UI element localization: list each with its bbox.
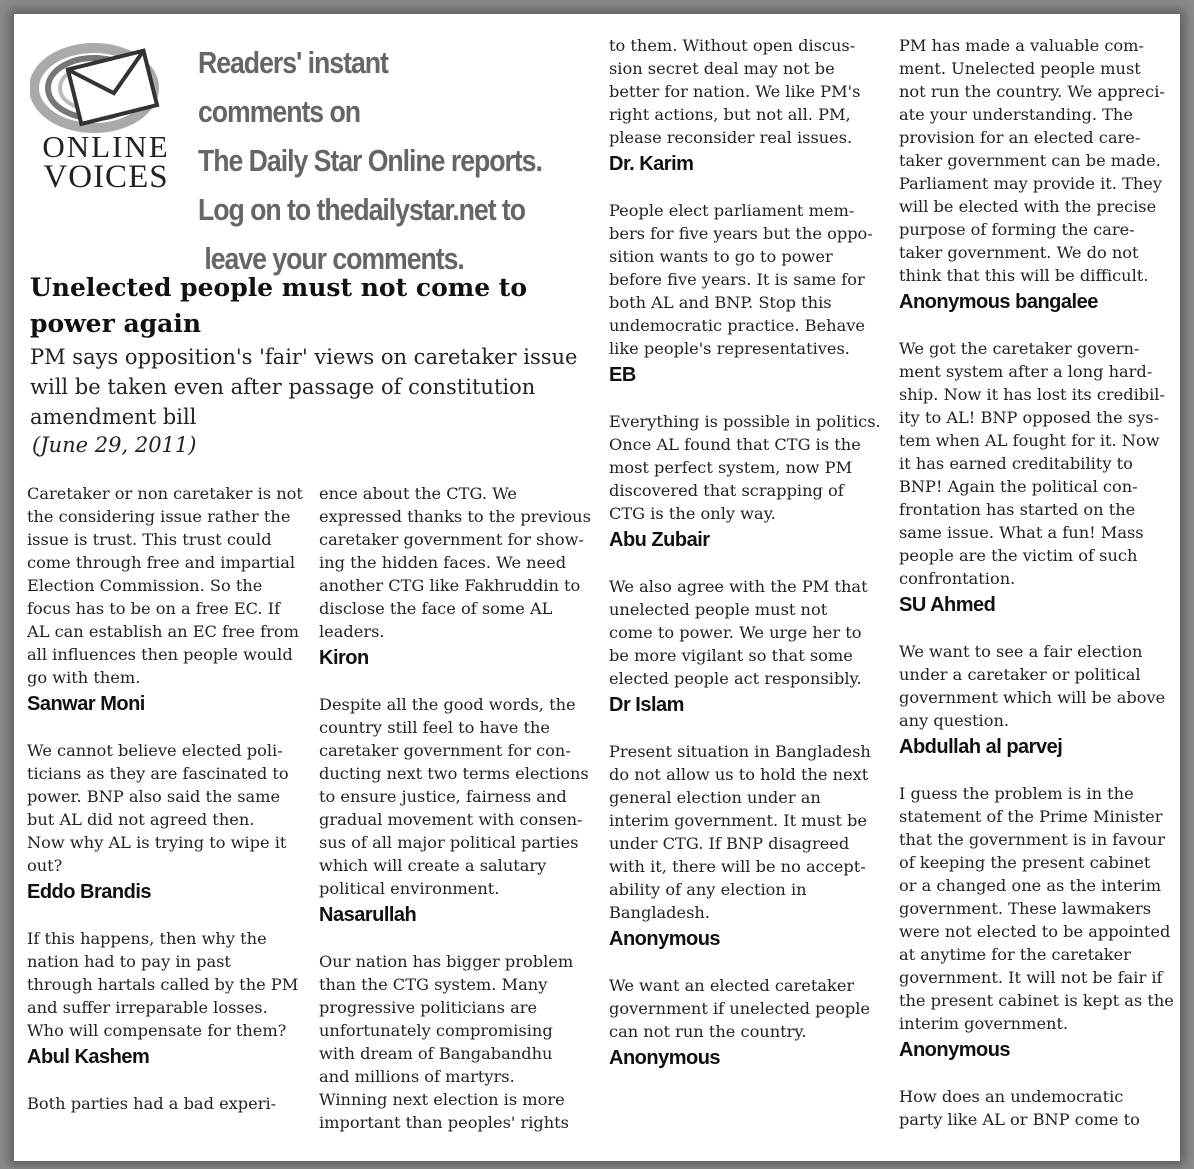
comment-block [319,482,599,673]
comment-line: caretaker government for con- [319,741,571,760]
comment-line: right actions, but not all. PM, [609,105,851,124]
commenter-name: Nasarullah [319,904,417,926]
comment-line: through hartals called by the PM [27,975,299,994]
comment-line: bers for five years but the oppo- [609,224,873,243]
comment-line: it has earned creditability to [899,454,1133,473]
comment-line: ment system after a long hard- [899,362,1153,381]
article-date: (June 29, 2011) [32,433,197,457]
comment-line: think that this will be difficult. [899,266,1149,285]
comment-line: discovered that scrapping of [609,481,844,500]
comment-line: confrontation. [899,569,1016,588]
comment-line: ducting next two terms elections [319,764,589,783]
comment-line: focus has to be on a free EC. If [27,599,281,618]
comment-line: Both parties had a bad experi- [27,1094,277,1113]
commenter-name: Abul Kashem [27,1046,150,1068]
commenter-name: Anonymous [609,928,721,950]
comment-line: do not allow us to hold the next [609,765,869,784]
comment-line: under CTG. If BNP disagreed [609,834,850,853]
comment-line: government. These lawmakers [899,899,1152,918]
comment-block [609,740,891,954]
comment-line: PM has made a valuable com- [899,36,1144,55]
comment-block [609,199,891,390]
comment-column-3 [609,34,891,1093]
comment-column-2 [319,482,599,1134]
commenter-name: Dr Islam [609,694,684,716]
comment-line: Election Commission. So the [27,576,263,595]
comment-block [27,739,307,907]
comment-block [27,1092,307,1115]
comment-line: government which will be above [899,688,1166,707]
comment-line: interim government. [899,1014,1069,1033]
comment-column-4 [899,34,1180,1131]
comment-line: ity to AL! BNP opposed the sys- [899,408,1160,427]
comment-line: frontation has started on the [899,500,1136,519]
comment-line: come through free and impartial [27,553,296,572]
comment-line: Winning next election is more [319,1090,565,1109]
comment-line: the considering issue rather the [27,507,291,526]
comment-line: with it, there will be no accept- [609,857,866,876]
comment-line: Our nation has bigger problem [319,952,574,971]
comment-line: political environment. [319,879,500,898]
comment-line: will be elected with the precise [899,197,1157,216]
comment-line: which will create a salutary [319,856,547,875]
comment-line: Present situation in Bangladesh [609,742,871,761]
comment-line: tem when AL fought for it. Now [899,431,1160,450]
comment-line: purpose of forming the care- [899,220,1135,239]
commenter-name: Anonymous [609,1047,721,1069]
commenter-name: Abdullah al parvej [899,736,1063,758]
comment-line: expressed thanks to the previous [319,507,591,526]
comment-line: provision for an elected care- [899,128,1141,147]
comment-line: people are the victim of such [899,546,1138,565]
comment-line: We want to see a fair election [899,642,1143,661]
logo-line-1: ONLINE [42,129,170,164]
comment-line: and millions of martyrs. [319,1067,515,1086]
comment-line: elected people act responsibly. [609,669,862,688]
comment-line: come to power. We urge her to [609,623,862,642]
commenter-name: SU Ahmed [899,594,996,616]
commenter-name: EB [609,364,636,386]
comment-line: ability of any election in [609,880,807,899]
comment-line: and suffer irreparable losses. [27,998,268,1017]
comment-line: nation had to pay in past [27,952,231,971]
comment-line: like people's representatives. [609,339,850,358]
comment-line: Caretaker or non caretaker is not [27,484,303,503]
commenter-name: Eddo Brandis [27,881,152,903]
comment-line: CTG is the only way. [609,504,776,523]
comment-line: but AL did not agreed then. [27,810,255,829]
subheadline: PM says opposition's 'fair' views on caretaker issue will be taken even after passage of constitution amendment bill [30,345,578,429]
comment-line: We got the caretaker govern- [899,339,1140,358]
comment-line: please reconsider real issues. [609,128,853,147]
comment-block [609,410,891,555]
comment-block [319,693,599,930]
comment-line: taker government. We do not [899,243,1139,262]
comment-line: Bangladesh. [609,903,710,922]
promo-text [198,38,594,283]
comment-line: Who will compensate for them? [27,1021,287,1040]
comment-line: ticians as they are fascinated to [27,764,289,783]
comment-line: another CTG like Fakhruddin to [319,576,581,595]
comment-line: ate your understanding. The [899,105,1133,124]
comment-line: ship. Now it has lost its credibil- [899,385,1165,404]
comment-line: If this happens, then why the [27,929,267,948]
promo-line: leave your comments. [198,241,464,276]
promo-line: comments on [198,94,360,129]
comment-block [609,575,891,720]
logo-line-2: VOICES [43,159,169,195]
comment-line: go with them. [27,668,141,687]
comment-line: How does an undemocratic [899,1087,1124,1106]
commenter-name: Kiron [319,647,369,669]
comment-line: disclose the face of some AL [319,599,553,618]
commenter-name: Sanwar Moni [27,693,145,715]
comment-block [609,974,891,1073]
comment-block [899,640,1180,762]
comment-line: ing the hidden faces. We need [319,553,567,572]
comment-line: not run the country. We appreci- [899,82,1165,101]
comment-line: caretaker government for show- [319,530,584,549]
comment-line: ment. Unelected people must [899,59,1141,78]
comment-block [899,1085,1180,1131]
comment-line: unfortunately compromising [319,1021,553,1040]
comment-line: out? [27,856,63,875]
comment-line: Despite all the good words, the [319,695,576,714]
newspaper-page [14,14,1180,1161]
comment-block [899,34,1180,317]
comment-line: Now why AL is trying to wipe it [27,833,287,852]
comment-line: any question. [899,711,1010,730]
comment-line: general election under an [609,788,821,807]
commenter-name: Anonymous [899,1039,1011,1061]
promo-line: The Daily Star Online reports. [198,143,542,178]
comment-line: under a caretaker or political [899,665,1141,684]
comment-line: than the CTG system. Many [319,975,548,994]
comment-line: the present cabinet is kept as the [899,991,1174,1010]
comment-line: progressive politicians are [319,998,538,1017]
comment-line: We cannot believe elected poli- [27,741,283,760]
comment-column-1 [27,482,307,1115]
comment-block [899,337,1180,620]
comment-line: Everything is possible in politics. [609,412,881,431]
comment-line: People elect parliament mem- [609,201,855,220]
comment-line: sion secret deal may not be [609,59,835,78]
comment-line: Once AL found that CTG is the [609,435,861,454]
logo-wordmark [36,129,176,195]
commenter-name: Dr. Karim [609,153,694,175]
commenter-name: Anonymous bangalee [899,291,1098,313]
promo-line: Readers' instant [198,45,388,80]
comment-line: BNP! Again the political con- [899,477,1138,496]
comment-line: both AL and BNP. Stop this [609,293,832,312]
promo-line: Log on to thedailystar.net to [198,192,526,227]
comment-line: ence about the CTG. We [319,484,518,503]
comment-line: Parliament may provide it. They [899,174,1163,193]
comment-line: or a changed one as the interim [899,876,1162,895]
comment-line: government if unelected people [609,999,870,1018]
comment-line: that the government is in favour [899,830,1165,849]
comment-block [899,782,1180,1065]
comment-line: gradual movement with consen- [319,810,583,829]
comment-line: to ensure justice, fairness and [319,787,567,806]
comment-line: country still feel to have the [319,718,551,737]
comment-line: most perfect system, now PM [609,458,853,477]
comment-line: can not run the country. [609,1022,807,1041]
comment-line: power. BNP also said the same [27,787,281,806]
comment-line: unelected people must not [609,600,828,619]
comment-line: party like AL or BNP come to [899,1110,1140,1129]
comment-line: leaders. [319,622,385,641]
comment-line: interim government. It must be [609,811,867,830]
comment-line: before five years. It is same for [609,270,865,289]
comment-line: taker government can be made. [899,151,1161,170]
comment-block [319,950,599,1134]
headline: Unelected people must not come to power again [30,273,528,338]
comment-line: of keeping the present cabinet [899,853,1151,872]
comment-line: to them. Without open discus- [609,36,856,55]
comment-line: sus of all major political parties [319,833,579,852]
comment-line: AL can establish an EC free from [27,622,299,641]
commenter-name: Abu Zubair [609,529,710,551]
comment-block [609,34,891,179]
comment-line: sition wants to go to power [609,247,833,266]
comment-line: undemocratic practice. Behave [609,316,865,335]
comment-line: We want an elected caretaker [609,976,855,995]
comment-line: issue is trust. This trust could [27,530,272,549]
comment-line: better for nation. We like PM's [609,82,861,101]
comment-line: at anytime for the caretaker [899,945,1131,964]
comment-line: with dream of Bangabandhu [319,1044,553,1063]
comment-line: government. It will not be fair if [899,968,1163,987]
comment-line: important than peoples' rights [319,1113,569,1132]
comment-line: be more vigilant so that some [609,646,853,665]
online-voices-logo [30,38,180,208]
comment-line: I guess the problem is in the [899,784,1134,803]
comment-line: all influences then people would [27,645,293,664]
comment-line: statement of the Prime Minister [899,807,1163,826]
comment-line: were not elected to be appointed [899,922,1171,941]
comment-block [27,482,307,719]
comment-block [27,927,307,1072]
comment-line: We also agree with the PM that [609,577,868,596]
comment-line: same issue. What a fun! Mass [899,523,1144,542]
